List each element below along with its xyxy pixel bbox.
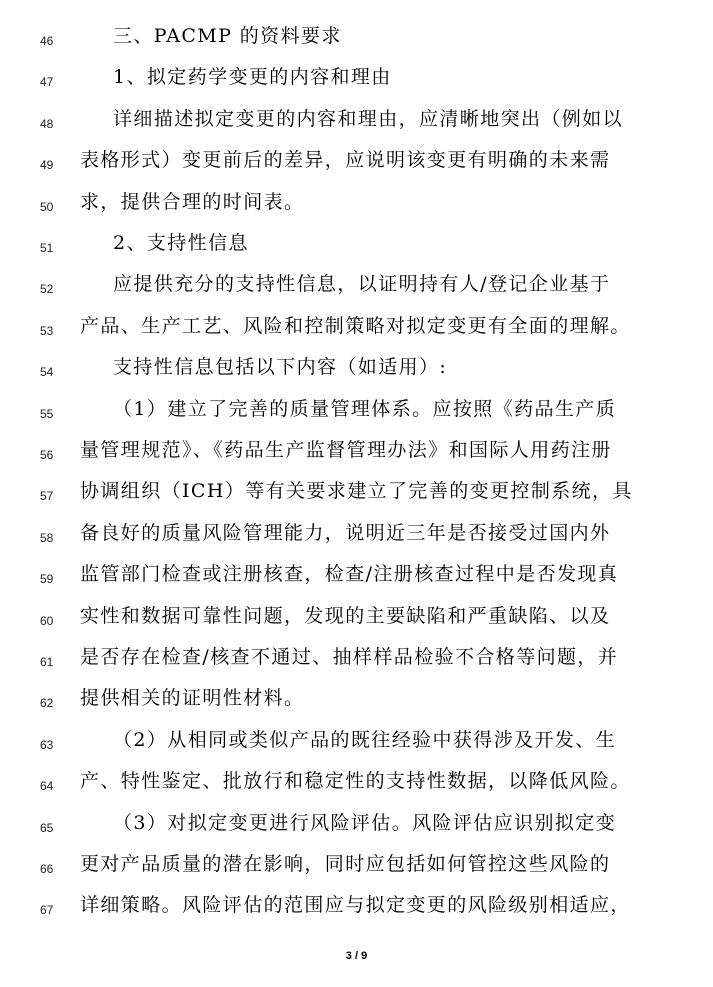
document-line — [0, 186, 713, 227]
paragraph-line: 详细描述拟定变更的内容和理由，应清晰地突出（例如以 — [113, 107, 624, 130]
document-line — [0, 475, 713, 516]
paragraph-line: 详细策略。风险评估的范围应与拟定变更的风险级别相适应， — [80, 894, 631, 917]
line-number: 53 — [40, 323, 54, 338]
line-number: 52 — [40, 282, 54, 297]
document-line — [0, 724, 713, 765]
line-number: 62 — [40, 696, 54, 711]
line-number: 61 — [40, 655, 54, 669]
subsection-heading: 1、拟定药学变更的内容和理由 — [113, 66, 392, 89]
paragraph-line: 表格形式）变更前后的差异，应说明该变更有明确的未来需 — [80, 149, 611, 172]
paragraph-line: 求，提供合理的时间表。 — [80, 190, 305, 213]
line-number: 59 — [40, 572, 54, 587]
document-line — [0, 641, 713, 682]
paragraph-line: 量管理规范》、《药品生产监督管理办法》和国际人用药注册 — [80, 439, 612, 461]
line-number: 64 — [40, 779, 54, 794]
line-number: 60 — [40, 613, 54, 628]
document-line — [0, 61, 713, 102]
document-line — [0, 517, 713, 558]
line-number: 57 — [40, 489, 54, 504]
document-line — [0, 351, 713, 392]
paragraph-line: 更对产品质量的潜在影响，同时应包括如何管控这些风险的 — [80, 853, 611, 875]
document-line — [0, 848, 713, 889]
line-number: 47 — [40, 75, 54, 90]
paragraph-line: 协调组织（ICH）等有关要求建立了完善的变更控制系统，具 — [80, 480, 633, 503]
document-line — [0, 268, 713, 309]
paragraph-line: 应提供充分的支持性信息，以证明持有人/登记企业基于 — [113, 273, 611, 296]
paragraph-line: 支持性信息包括以下内容（如适用）: — [113, 356, 448, 379]
section-heading: 三、PACMP 的资料要求 — [113, 25, 342, 47]
line-number: 54 — [40, 365, 54, 380]
line-number: 46 — [40, 34, 54, 48]
line-number: 65 — [40, 820, 54, 835]
document-line — [0, 393, 713, 434]
line-number: 55 — [40, 406, 54, 421]
paragraph-line: 备良好的质量风险管理能力，说明近三年是否接受过国内外 — [80, 521, 611, 544]
line-number: 48 — [40, 116, 54, 131]
paragraph-line: 是否存在检查/核查不通过、抽样样品检验不合格等问题，并 — [80, 646, 619, 668]
document-line — [0, 310, 713, 351]
line-number: 67 — [40, 903, 54, 918]
line-number: 66 — [40, 862, 54, 876]
document-line — [0, 889, 713, 930]
subsection-heading: 2、支持性信息 — [113, 232, 249, 254]
document-line — [0, 434, 713, 475]
document-line — [0, 144, 713, 185]
paragraph-line: 产、特性鉴定、批放行和稳定性的支持性数据，以降低风险。 — [80, 770, 631, 793]
list-item-line: （1）建立了完善的质量管理体系。应按照《药品生产质 — [113, 397, 617, 420]
line-number: 51 — [40, 241, 54, 255]
page-indicator: 3 / 9 — [345, 950, 368, 962]
document-line — [0, 558, 713, 599]
list-item-line: （2）从相同或类似产品的既往经验中获得涉及开发、生 — [113, 728, 617, 751]
document-line — [0, 103, 713, 144]
paragraph-line: 提供相关的证明性材料。 — [80, 687, 305, 710]
paragraph-line: 监管部门检查或注册核查，检查/注册核查过程中是否发现真 — [80, 563, 619, 586]
line-number: 58 — [40, 530, 54, 545]
line-number: 63 — [40, 737, 54, 752]
line-number: 50 — [40, 199, 54, 214]
paragraph-line: 实性和数据可靠性问题，发现的主要缺陷和严重缺陷、以及 — [80, 604, 611, 627]
document-line — [0, 682, 713, 723]
list-item-line: （3）对拟定变更进行风险评估。风险评估应识别拟定变 — [113, 811, 617, 834]
paragraph-line: 产品、生产工艺、风险和控制策略对拟定变更有全面的理解。 — [80, 314, 631, 337]
document-line — [0, 807, 713, 848]
line-number: 49 — [40, 158, 54, 173]
document-line — [0, 765, 713, 806]
document-line — [0, 227, 713, 268]
document-line — [0, 20, 713, 61]
line-number: 56 — [40, 448, 54, 462]
document-line — [0, 600, 713, 641]
